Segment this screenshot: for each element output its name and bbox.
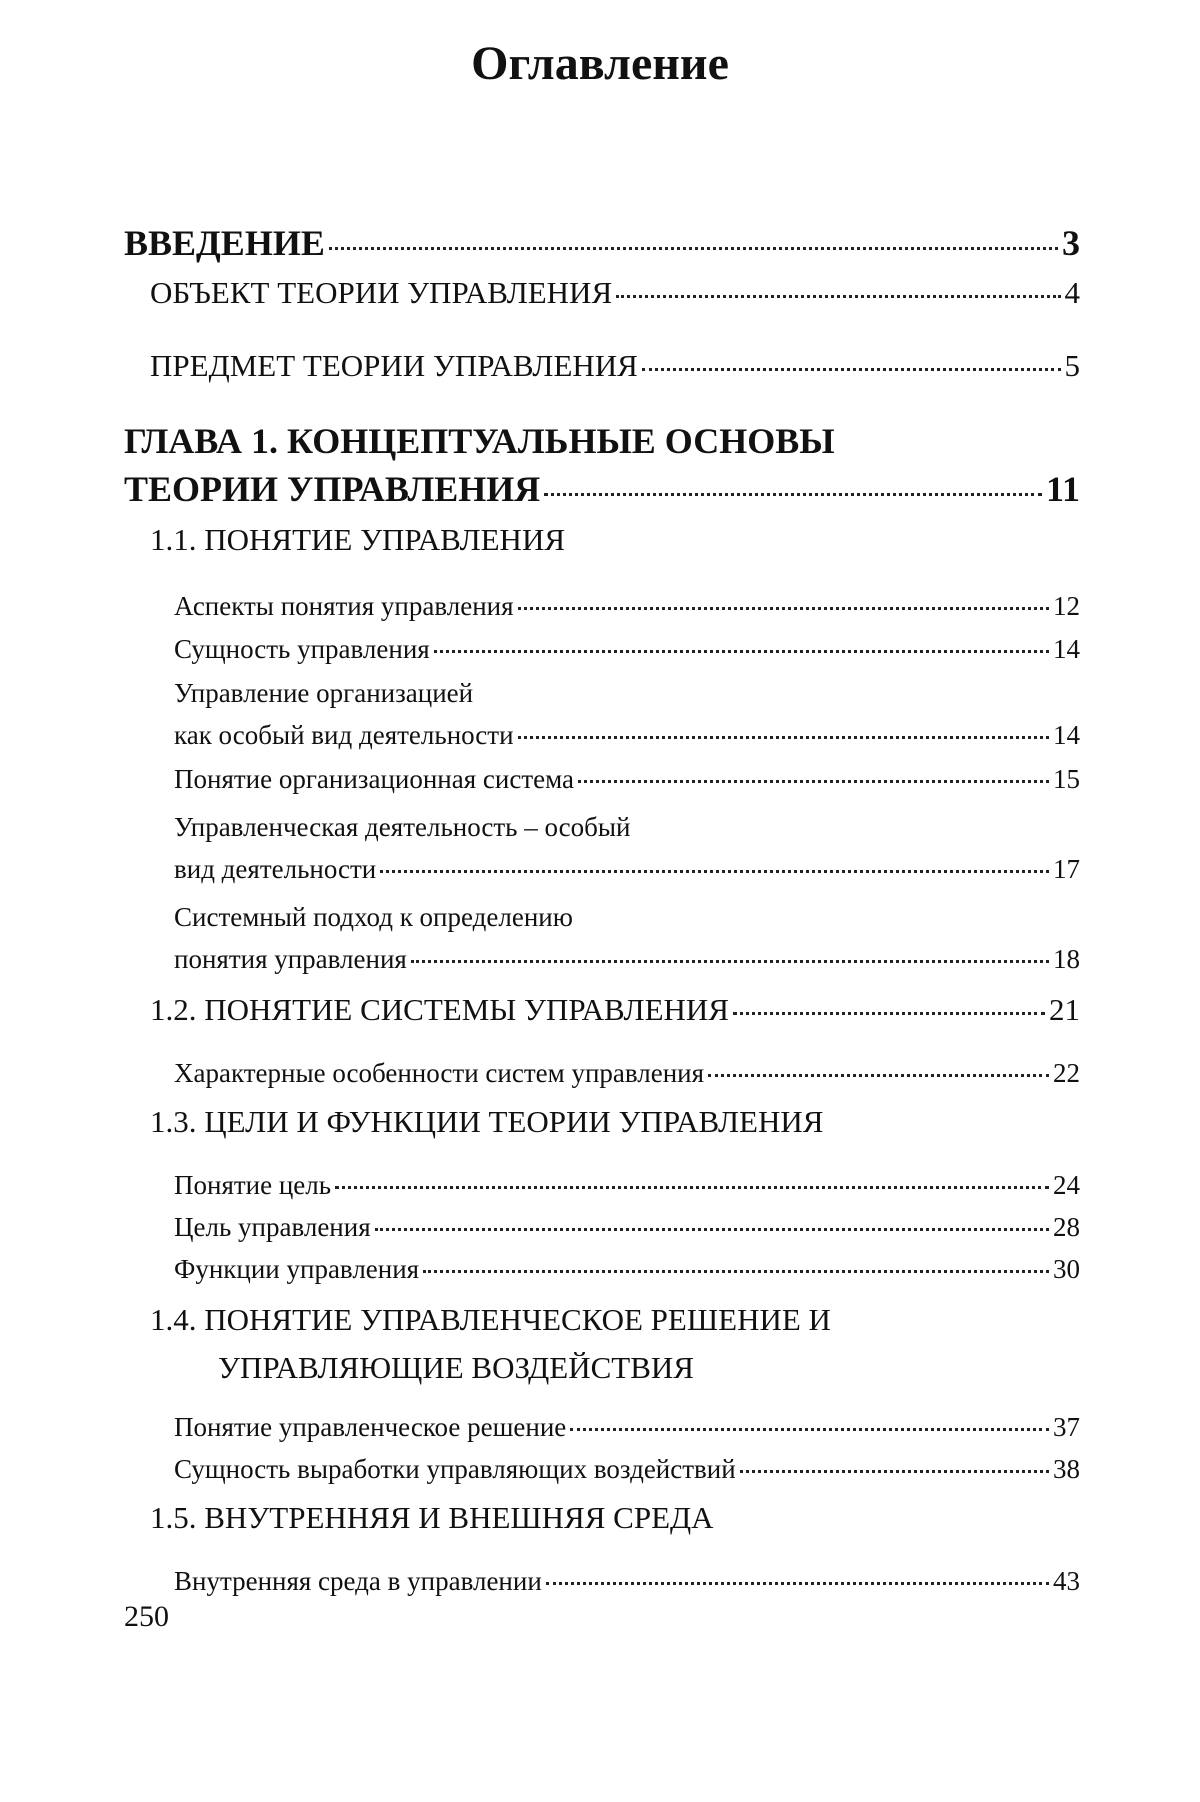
toc-entry-org-system[interactable]: [174, 764, 1080, 795]
toc-page-number: 22: [1053, 1058, 1080, 1088]
toc-entry-label: Характерные особенности систем управления: [174, 1058, 705, 1088]
toc-entry-label: ТЕОРИИ УПРАВЛЕНИЯ: [124, 469, 541, 509]
toc-entry-line1: Системный подход к определению: [174, 902, 573, 932]
toc-page-number: 24: [1053, 1170, 1080, 1200]
toc-page-number: 17: [1053, 854, 1080, 884]
toc-entry-label: Внутренняя среда в управлении: [174, 1566, 542, 1596]
leader-dots: [380, 870, 1049, 873]
toc-entry-label: ОБЪЕКТ ТЕОРИИ УПРАВЛЕНИЯ: [150, 275, 613, 310]
toc-page-number: 12: [1053, 591, 1080, 621]
toc-entry-decision-concept[interactable]: [174, 1412, 1080, 1443]
page-title: Оглавление: [471, 37, 729, 90]
toc-entry-label: вид деятельности: [174, 854, 377, 884]
toc-page-number: 15: [1053, 764, 1080, 794]
toc-entry-label: ВВЕДЕНИЕ: [124, 223, 325, 263]
leader-dots: [642, 368, 1061, 371]
leader-dots: [423, 1270, 1049, 1273]
leader-dots: [546, 1582, 1049, 1585]
toc-page-number: 38: [1053, 1454, 1080, 1484]
toc-entry-label: как особый вид деятельности: [174, 720, 514, 750]
leader-dots: [616, 295, 1060, 298]
toc-entry-object[interactable]: [150, 275, 1080, 311]
toc-entry-label: 1.2. ПОНЯТИЕ СИСТЕМЫ УПРАВЛЕНИЯ: [150, 992, 729, 1027]
toc-entry-label: Функции управления: [174, 1254, 420, 1284]
toc-entry-label: ПРЕДМЕТ ТЕОРИИ УПРАВЛЕНИЯ: [150, 348, 638, 383]
toc-page-number: 37: [1053, 1412, 1080, 1442]
leader-dots: [578, 780, 1049, 783]
toc-entry-characteristics[interactable]: [174, 1058, 1080, 1089]
toc-page-number: 21: [1049, 992, 1080, 1027]
leader-dots: [518, 607, 1049, 610]
leader-dots: [375, 1228, 1049, 1231]
leader-dots: [329, 247, 1058, 250]
chapter-1-title-line1: ГЛАВА 1. КОНЦЕПТУАЛЬНЫЕ ОСНОВЫ: [124, 421, 835, 461]
toc-page-number: 14: [1053, 634, 1080, 664]
leader-dots: [544, 493, 1042, 496]
section-1-1-heading[interactable]: 1.1. ПОНЯТИЕ УПРАВЛЕНИЯ: [150, 522, 566, 557]
leader-dots: [733, 1012, 1045, 1015]
section-1-3-heading[interactable]: 1.3. ЦЕЛИ И ФУНКЦИИ ТЕОРИИ УПРАВЛЕНИЯ: [150, 1104, 824, 1139]
toc-entry-label: Понятие управленческое решение: [174, 1412, 567, 1442]
toc-entry-management-functions[interactable]: [174, 1254, 1080, 1285]
toc-page-number: 43: [1053, 1566, 1080, 1596]
leader-dots: [740, 1470, 1049, 1473]
toc-entry-subject[interactable]: [150, 348, 1080, 384]
section-1-4-heading-line1[interactable]: 1.4. ПОНЯТИЕ УПРАВЛЕНЧЕСКОЕ РЕШЕНИЕ И: [150, 1302, 831, 1337]
toc-entry-introduction[interactable]: [124, 222, 1080, 264]
toc-entry-org-management[interactable]: [174, 720, 1080, 751]
toc-page-number: 11: [1045, 469, 1080, 509]
toc-page-number: 30: [1053, 1254, 1080, 1284]
toc-entry-control-actions[interactable]: [174, 1454, 1080, 1485]
leader-dots: [335, 1186, 1049, 1189]
toc-entry-chapter-1[interactable]: [124, 468, 1080, 510]
toc-entry-label: Цель управления: [174, 1212, 371, 1242]
toc-entry-label: Понятие цель: [174, 1170, 332, 1200]
section-1-4-heading-line2[interactable]: УПРАВЛЯЮЩИЕ ВОЗДЕЙСТВИЯ: [218, 1350, 694, 1385]
toc-entry-label: понятия управления: [174, 944, 407, 974]
leader-dots: [570, 1428, 1049, 1431]
page-number: 250: [124, 1600, 169, 1633]
toc-entry-goal-concept[interactable]: [174, 1170, 1080, 1201]
toc-entry-label: Аспекты понятия управления: [174, 591, 514, 621]
toc-page-number: 3: [1062, 223, 1080, 263]
toc-page-number: 5: [1064, 348, 1080, 383]
toc-entry-line1: Управление организацией: [174, 678, 474, 708]
toc-entry-management-goal[interactable]: [174, 1212, 1080, 1243]
toc-entry-label: Понятие организационная система: [174, 764, 574, 794]
toc-entry-section-1-2[interactable]: [150, 992, 1080, 1028]
toc-entry-internal-environment[interactable]: [174, 1566, 1080, 1597]
leader-dots: [518, 736, 1049, 739]
toc-entry-managerial-activity[interactable]: [174, 854, 1080, 885]
toc-entry-label: Сущность выработки управляющих воздействий: [174, 1454, 736, 1484]
toc-entry-line1: Управленческая деятельность – особый: [174, 812, 631, 842]
toc-page-number: 28: [1053, 1212, 1080, 1242]
leader-dots: [708, 1074, 1049, 1077]
section-1-5-heading[interactable]: 1.5. ВНУТРЕННЯЯ И ВНЕШНЯЯ СРЕДА: [150, 1500, 714, 1535]
toc-entry-systems-approach[interactable]: [174, 944, 1080, 975]
leader-dots: [411, 960, 1049, 963]
toc-entry-essence[interactable]: [174, 634, 1080, 665]
toc-entry-aspects[interactable]: [174, 591, 1080, 622]
toc-entry-label: Сущность управления: [174, 634, 430, 664]
leader-dots: [434, 650, 1049, 653]
toc-page-number: 4: [1064, 275, 1080, 310]
toc-page-number: 14: [1053, 720, 1080, 750]
toc-page-number: 18: [1053, 944, 1080, 974]
